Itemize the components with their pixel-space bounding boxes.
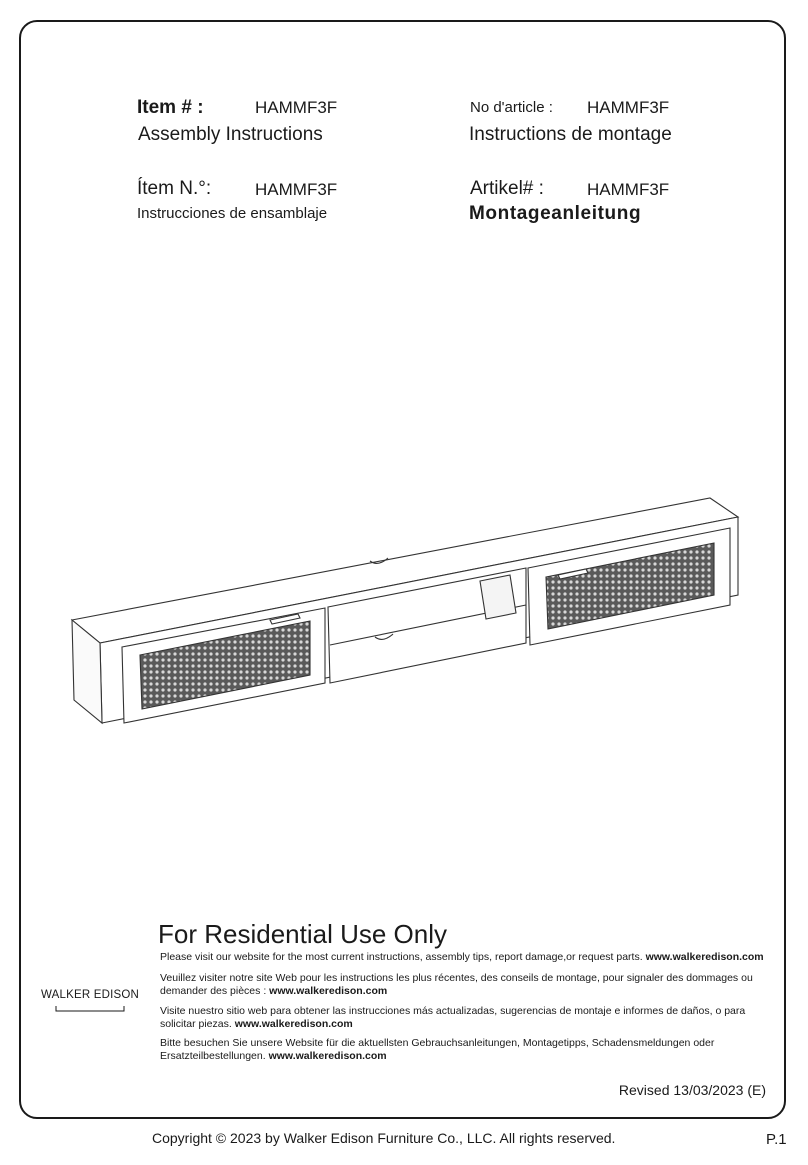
item-label-fr: No d'article : [470, 99, 553, 116]
website-link-de[interactable]: www.walkeredison.com [268, 1050, 387, 1062]
item-code-es: HAMMF3F [255, 180, 338, 199]
item-label-en: Item # : [137, 97, 204, 118]
website-link-en[interactable]: www.walkeredison.com [645, 951, 764, 963]
item-label-de: Artikel# : [470, 178, 544, 199]
website-link-es[interactable]: www.walkeredison.com [234, 1018, 353, 1030]
assembly-title-de: Montageanleitung [469, 203, 642, 224]
info-text-en: Please visit our website for the most current instructions, assembly tips, report damage,or request parts. www.walkeredison.com [160, 951, 764, 963]
info-text-es: Visite nuestro sitio web para obtener las instrucciones más actualizadas, sugerencias de montaje e informes de daños, o para solicitar piezas. www.walkeredison.com [160, 1005, 746, 1030]
info-text-de: Bitte besuchen Sie unsere Website für die aktuellsten Gebrauchsanleitungen, Montagetipps, Schadensmeldungen oder Ersatzteilbestellungen. www.walkeredison.com [160, 1037, 715, 1062]
assembly-title-es: Instrucciones de ensamblaje [137, 205, 328, 222]
tv-stand-illustration [70, 495, 740, 725]
website-link-fr[interactable]: www.walkeredison.com [269, 985, 388, 997]
item-code-de: HAMMF3F [587, 180, 670, 199]
item-label-es: Ítem N.°: [137, 178, 212, 199]
item-code-en: HAMMF3F [255, 98, 338, 117]
info-text-fr: Veuillez visiter notre site Web pour les instructions les plus récentes, des conseils de montage, pour signaler des dommages ou demander des pièces : www.walkeredison.com [160, 972, 753, 997]
revision-date: Revised 13/03/2023 (E) [618, 1082, 766, 1098]
item-code-fr: HAMMF3F [587, 98, 670, 117]
residential-use-headline: For Residential Use Only [158, 919, 447, 949]
brand-underline-icon [40, 1006, 140, 1014]
assembly-title-fr: Instructions de montage [469, 124, 672, 145]
brand-logo [40, 989, 140, 1019]
assembly-title-en: Assembly Instructions [138, 124, 323, 145]
page-number: P.1 [766, 1131, 787, 1148]
copyright-notice: Copyright © 2023 by Walker Edison Furniture Co., LLC. All rights reserved. [152, 1130, 616, 1146]
brand-name: WALKER EDISON [40, 989, 140, 1001]
